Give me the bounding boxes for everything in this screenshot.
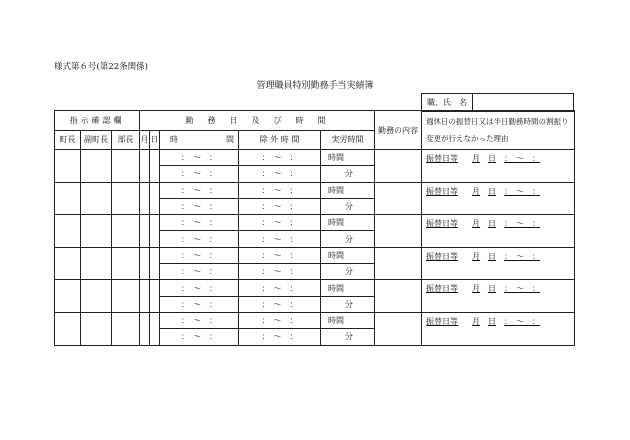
excluded-range-cell[interactable]: ： ～ ： bbox=[239, 231, 321, 247]
time-range-cell[interactable]: ： ～ ： bbox=[160, 296, 239, 312]
time-range-cell[interactable]: ： ～ ： bbox=[160, 329, 239, 345]
day-cell[interactable] bbox=[150, 280, 160, 313]
substitute-time: ： ～ ： bbox=[504, 219, 541, 229]
bucho-cell[interactable] bbox=[112, 182, 140, 215]
substitute-label: 振替日等 bbox=[426, 316, 459, 326]
substitute-label: 振替日等 bbox=[426, 284, 459, 294]
page-title: 管理職員特別勤務手当実績簿 bbox=[256, 81, 374, 91]
cho-cell[interactable] bbox=[55, 182, 81, 215]
cho-cell[interactable] bbox=[55, 312, 81, 345]
time-header bbox=[160, 130, 239, 150]
month-cell[interactable] bbox=[140, 280, 150, 313]
substitute-time: ： ～ ： bbox=[504, 251, 541, 261]
substitute-month: 月 bbox=[472, 251, 481, 261]
time-range-cell[interactable]: ： ～ ： bbox=[160, 182, 239, 198]
table-row bbox=[55, 280, 575, 296]
substitute-time: ： ～ ： bbox=[504, 284, 541, 294]
substitute-cell[interactable] bbox=[422, 150, 575, 183]
excluded-range-cell[interactable]: ： ～ ： bbox=[239, 296, 321, 312]
substitute-month: 月 bbox=[472, 316, 481, 326]
minutes-unit: 分 bbox=[321, 296, 375, 312]
table-row bbox=[55, 215, 575, 231]
actual-time-header: 実労時間 bbox=[321, 130, 375, 150]
bucho-cell[interactable] bbox=[112, 247, 140, 280]
table-row bbox=[55, 247, 575, 263]
name-label: 職、氏 名 bbox=[422, 94, 473, 112]
substitute-cell[interactable] bbox=[422, 312, 575, 345]
substitute-time: ： ～ ： bbox=[504, 316, 541, 326]
time-range-cell[interactable]: ： ～ ： bbox=[160, 166, 239, 182]
substitute-label: 振替日等 bbox=[426, 186, 459, 196]
hours-unit: 時間 bbox=[321, 280, 375, 296]
hours-unit: 時間 bbox=[321, 150, 375, 166]
substitute-month: 月 bbox=[472, 186, 481, 196]
work-content-cell[interactable] bbox=[375, 280, 422, 313]
work-content-cell[interactable] bbox=[375, 182, 422, 215]
cho-cell[interactable] bbox=[55, 215, 81, 248]
cho-header: 町長 bbox=[55, 130, 81, 150]
substitute-day: 日 bbox=[488, 251, 497, 261]
bucho-cell[interactable] bbox=[112, 215, 140, 248]
cho-cell[interactable] bbox=[55, 247, 81, 280]
table-row bbox=[55, 312, 575, 328]
work-content-cell[interactable] bbox=[375, 247, 422, 280]
work-day-time-header: 勤 務 日 及 び 時 間 bbox=[140, 111, 375, 131]
substitute-time: ： ～ ： bbox=[504, 154, 541, 163]
name-field[interactable] bbox=[473, 94, 574, 112]
excluded-range-cell[interactable]: ： ～ ： bbox=[239, 280, 321, 296]
month-cell[interactable] bbox=[140, 247, 150, 280]
day-cell[interactable] bbox=[150, 182, 160, 215]
month-cell[interactable] bbox=[140, 215, 150, 248]
minutes-unit: 分 bbox=[321, 231, 375, 247]
fukucho-header: 副町長 bbox=[81, 130, 112, 150]
note-header: 週休日の振替日又は半日勤務時間の割振り変更が行えなかった理由 bbox=[422, 111, 575, 150]
time-range-cell[interactable]: ： ～ ： bbox=[160, 280, 239, 296]
hours-unit: 時間 bbox=[321, 182, 375, 198]
substitute-cell[interactable] bbox=[422, 182, 575, 215]
substitute-day: 日 bbox=[488, 219, 497, 229]
day-cell[interactable] bbox=[150, 150, 160, 183]
excluded-range-cell[interactable]: ： ～ ： bbox=[239, 166, 321, 182]
day-cell[interactable] bbox=[150, 247, 160, 280]
hours-unit: 時間 bbox=[321, 247, 375, 263]
substitute-cell[interactable] bbox=[422, 215, 575, 248]
excluded-range-cell[interactable]: ： ～ ： bbox=[239, 215, 321, 231]
excluded-range-cell[interactable]: ： ～ ： bbox=[239, 198, 321, 214]
excluded-range-cell[interactable]: ： ～ ： bbox=[239, 312, 321, 328]
cho-cell[interactable] bbox=[55, 280, 81, 313]
fukucho-cell[interactable] bbox=[81, 150, 112, 183]
fukucho-cell[interactable] bbox=[81, 215, 112, 248]
time-header-char2: 間 bbox=[226, 135, 235, 145]
excluded-time-header: 除 外 時 間 bbox=[239, 130, 321, 150]
bucho-header: 部長 bbox=[112, 130, 140, 150]
substitute-month: 月 bbox=[472, 154, 481, 163]
bucho-cell[interactable] bbox=[112, 150, 140, 183]
time-header-char1: 時 bbox=[170, 135, 179, 145]
day-cell[interactable] bbox=[150, 215, 160, 248]
work-content-cell[interactable] bbox=[375, 215, 422, 248]
month-cell[interactable] bbox=[140, 182, 150, 215]
fukucho-cell[interactable] bbox=[81, 312, 112, 345]
bucho-cell[interactable] bbox=[112, 280, 140, 313]
minutes-unit: 分 bbox=[321, 329, 375, 345]
work-content-header: 勤務の内容 bbox=[375, 111, 422, 150]
time-range-cell[interactable]: ： ～ ： bbox=[160, 247, 239, 263]
excluded-range-cell[interactable]: ： ～ ： bbox=[239, 150, 321, 166]
record-table bbox=[54, 110, 575, 346]
approval-header: 指示確認欄 bbox=[55, 111, 140, 131]
substitute-day: 日 bbox=[488, 284, 497, 294]
work-content-cell[interactable] bbox=[375, 312, 422, 345]
excluded-range-cell[interactable]: ： ～ ： bbox=[239, 264, 321, 280]
work-content-cell[interactable] bbox=[375, 150, 422, 183]
fukucho-cell[interactable] bbox=[81, 182, 112, 215]
fukucho-cell[interactable] bbox=[81, 280, 112, 313]
time-range-cell[interactable]: ： ～ ： bbox=[160, 264, 239, 280]
substitute-label: 振替日等 bbox=[426, 154, 459, 163]
substitute-month: 月 bbox=[472, 219, 481, 229]
fukucho-cell[interactable] bbox=[81, 247, 112, 280]
time-range-cell[interactable]: ： ～ ： bbox=[160, 198, 239, 214]
substitute-label: 振替日等 bbox=[426, 251, 459, 261]
form-number: 様式第６号(第22条関係) bbox=[54, 62, 148, 72]
minutes-unit: 分 bbox=[321, 166, 375, 182]
time-range-cell[interactable]: ： ～ ： bbox=[160, 231, 239, 247]
excluded-range-cell[interactable]: ： ～ ： bbox=[239, 247, 321, 263]
substitute-cell[interactable] bbox=[422, 247, 575, 280]
time-range-cell[interactable]: ： ～ ： bbox=[160, 215, 239, 231]
substitute-time: ： ～ ： bbox=[504, 186, 541, 196]
time-range-cell[interactable]: ： ～ ： bbox=[160, 150, 239, 166]
day-cell[interactable] bbox=[150, 312, 160, 345]
day-header: 日 bbox=[150, 130, 160, 150]
excluded-range-cell[interactable]: ： ～ ： bbox=[239, 182, 321, 198]
substitute-cell[interactable] bbox=[422, 280, 575, 313]
hours-unit: 時間 bbox=[321, 215, 375, 231]
table-row bbox=[55, 182, 575, 198]
time-range-cell[interactable]: ： ～ ： bbox=[160, 312, 239, 328]
table-row bbox=[55, 150, 575, 166]
month-header: 月 bbox=[140, 130, 150, 150]
bucho-cell[interactable] bbox=[112, 312, 140, 345]
substitute-day: 日 bbox=[488, 154, 497, 163]
substitute-month: 月 bbox=[472, 284, 481, 294]
minutes-unit: 分 bbox=[321, 264, 375, 280]
excluded-range-cell[interactable]: ： ～ ： bbox=[239, 329, 321, 345]
cho-cell[interactable] bbox=[55, 150, 81, 183]
hours-unit: 時間 bbox=[321, 312, 375, 328]
minutes-unit: 分 bbox=[321, 198, 375, 214]
month-cell[interactable] bbox=[140, 150, 150, 183]
substitute-day: 日 bbox=[488, 316, 497, 326]
substitute-label: 振替日等 bbox=[426, 219, 459, 229]
substitute-day: 日 bbox=[488, 186, 497, 196]
month-cell[interactable] bbox=[140, 312, 150, 345]
